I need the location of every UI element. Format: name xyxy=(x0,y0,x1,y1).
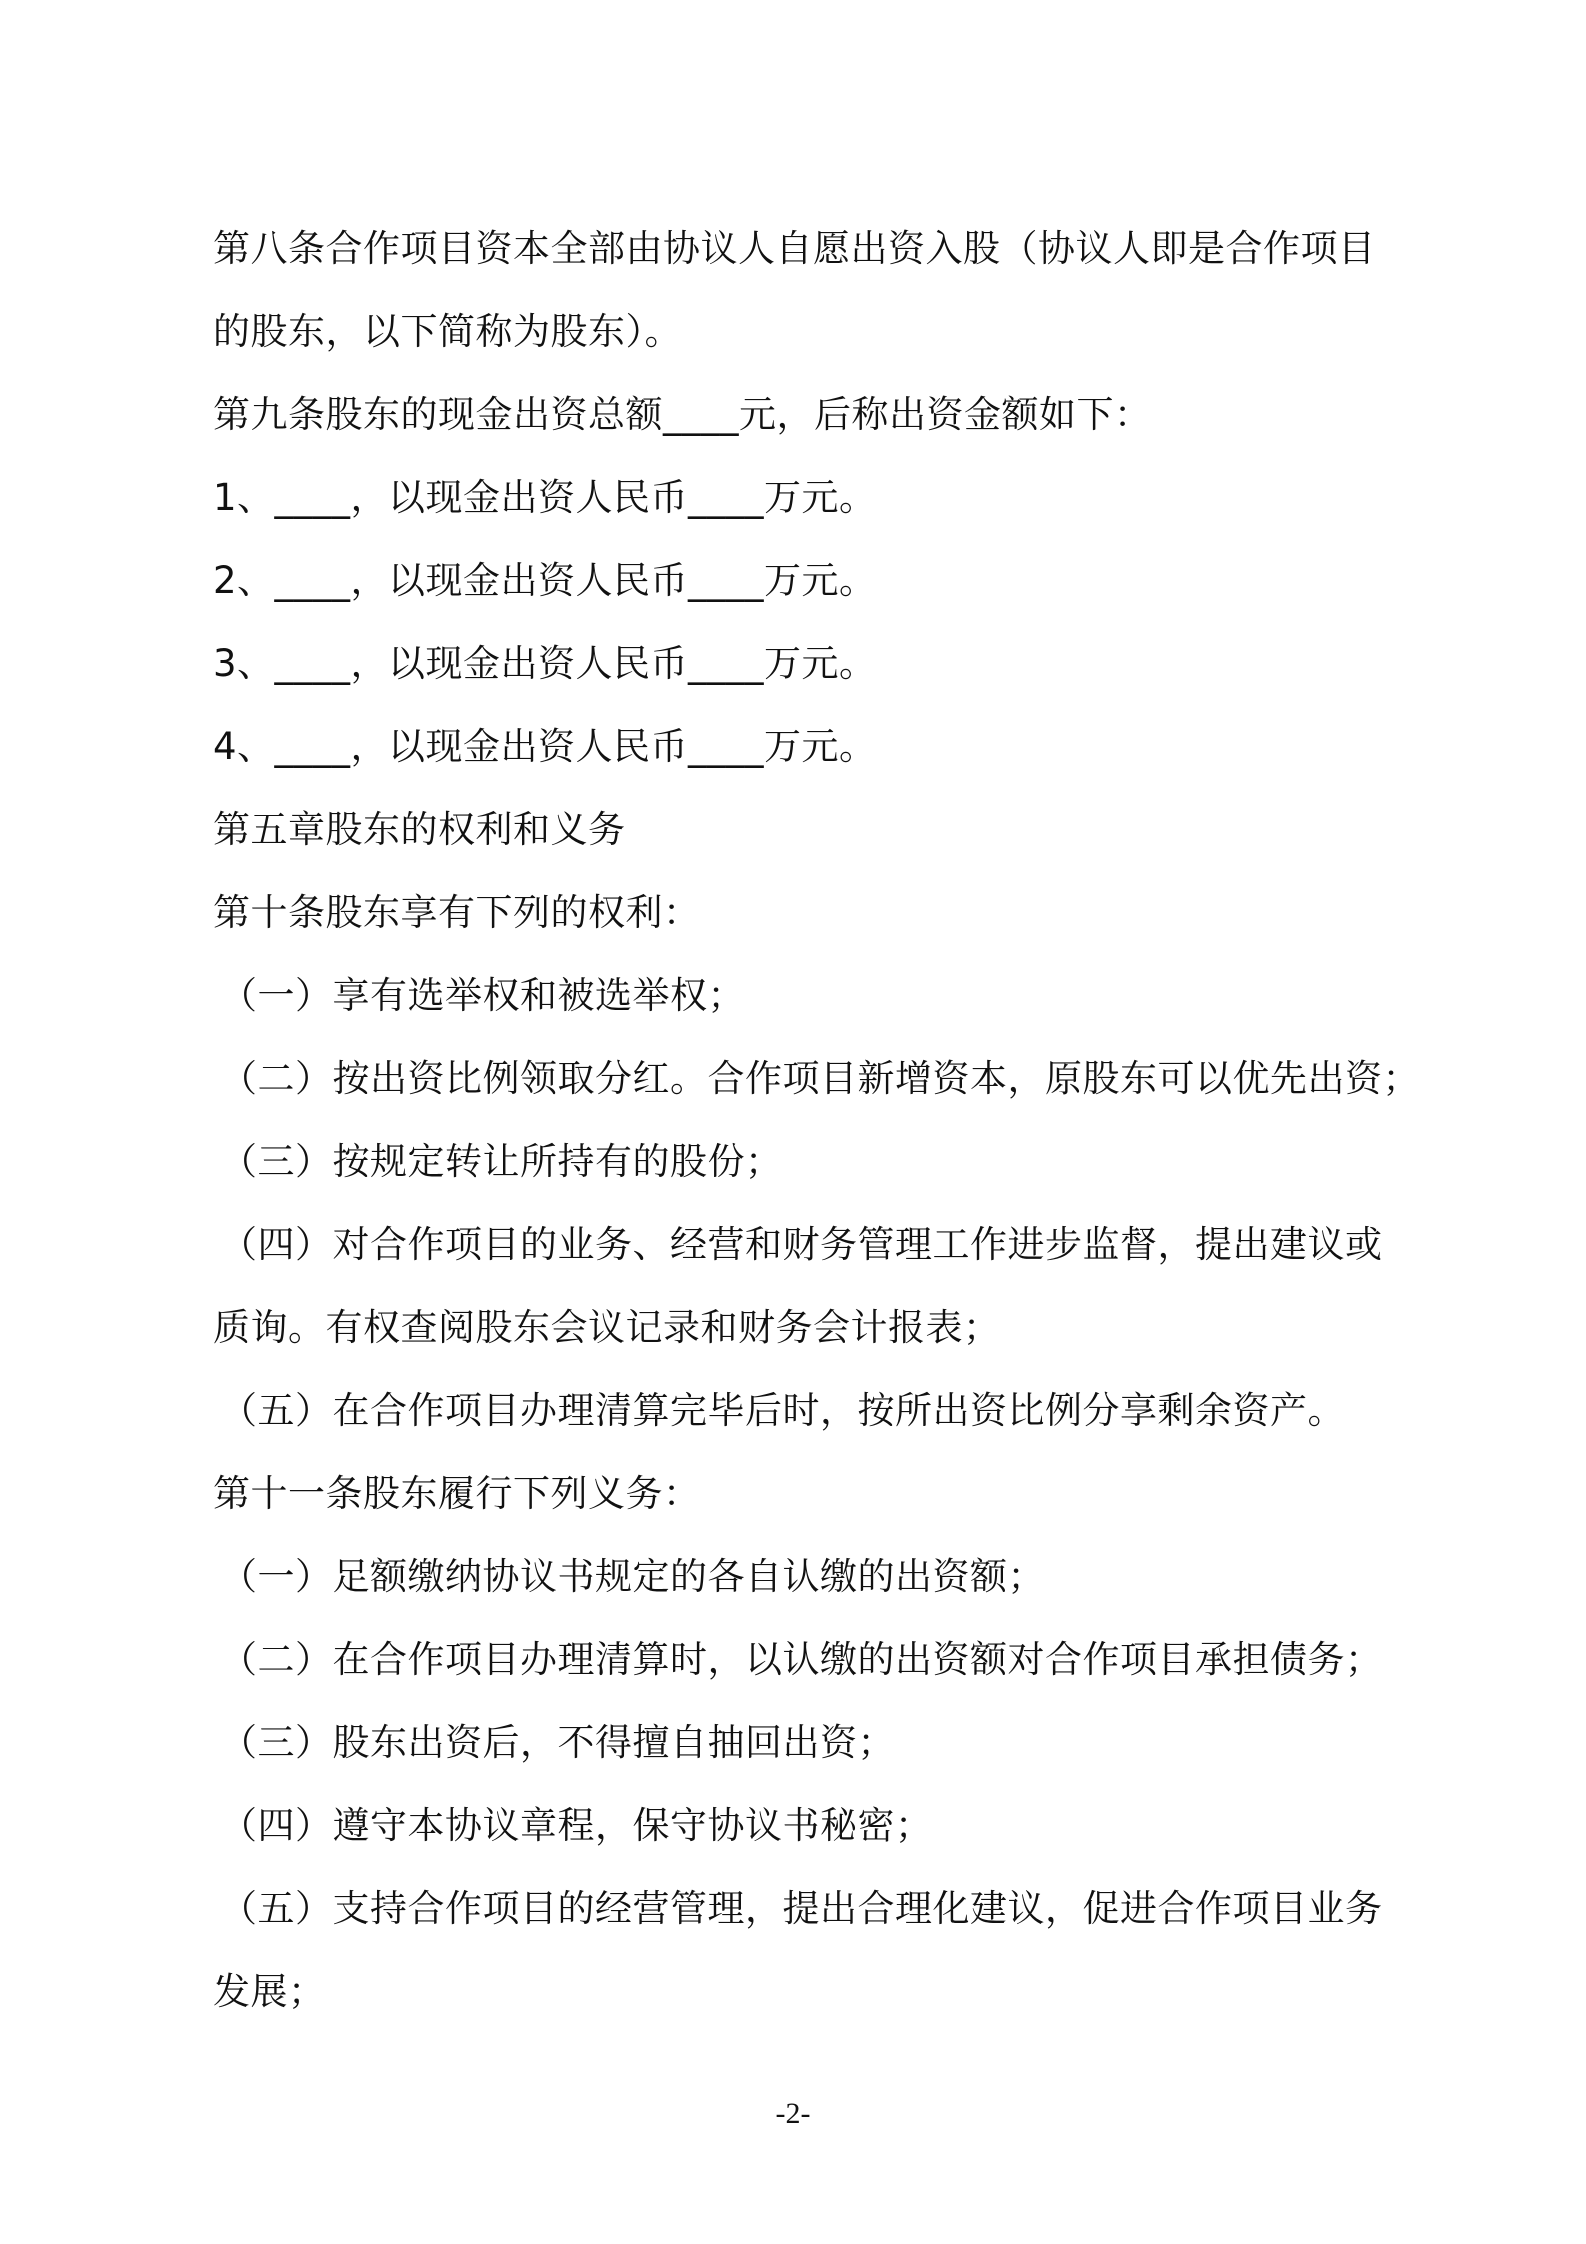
article-10: 第十条股东享有下列的权利： xyxy=(213,891,701,934)
investor-item-2: 2、____，以现金出资人民币____万元。 xyxy=(213,559,877,602)
obligation-item-4: （四）遵守本协议章程，保守协议书秘密； xyxy=(220,1804,933,1847)
article-8-line-2: 的股东，以下简称为股东）。 xyxy=(213,310,682,353)
article-9: 第九条股东的现金出资总额____元，后称出资金额如下： xyxy=(213,393,1152,436)
chapter-5-heading: 第五章股东的权利和义务 xyxy=(213,808,626,851)
obligation-item-1: （一）足额缴纳协议书规定的各自认缴的出资额； xyxy=(220,1555,1045,1598)
obligation-item-3: （三）股东出资后，不得擅自抽回出资； xyxy=(220,1721,895,1764)
article-11: 第十一条股东履行下列义务： xyxy=(213,1472,701,1515)
obligation-item-2: （二）在合作项目办理清算时，以认缴的出资额对合作项目承担债务； xyxy=(220,1638,1383,1681)
right-item-4-line-1: （四）对合作项目的业务、经营和财务管理工作进步监督，提出建议或 xyxy=(220,1223,1383,1266)
right-item-1: （一）享有选举权和被选举权； xyxy=(220,974,745,1017)
investor-item-3: 3、____，以现金出资人民币____万元。 xyxy=(213,642,877,685)
right-item-2: （二）按出资比例领取分红。合作项目新增资本，原股东可以优先出资； xyxy=(220,1057,1420,1100)
right-item-4-line-2: 质询。有权查阅股东会议记录和财务会计报表； xyxy=(213,1306,1001,1349)
right-item-5: （五）在合作项目办理清算完毕后时，按所出资比例分享剩余资产。 xyxy=(220,1389,1345,1432)
page-number: -2- xyxy=(775,2097,811,2130)
article-8-line-1: 第八条合作项目资本全部由协议人自愿出资入股（协议人即是合作项目 xyxy=(213,227,1376,270)
obligation-item-5-line-2: 发展； xyxy=(213,1970,326,2013)
investor-item-1: 1、____，以现金出资人民币____万元。 xyxy=(213,476,877,519)
right-item-3: （三）按规定转让所持有的股份； xyxy=(220,1140,783,1183)
obligation-item-5-line-1: （五）支持合作项目的经营管理，提出合理化建议，促进合作项目业务 xyxy=(220,1887,1383,1930)
investor-item-4: 4、____，以现金出资人民币____万元。 xyxy=(213,725,877,768)
